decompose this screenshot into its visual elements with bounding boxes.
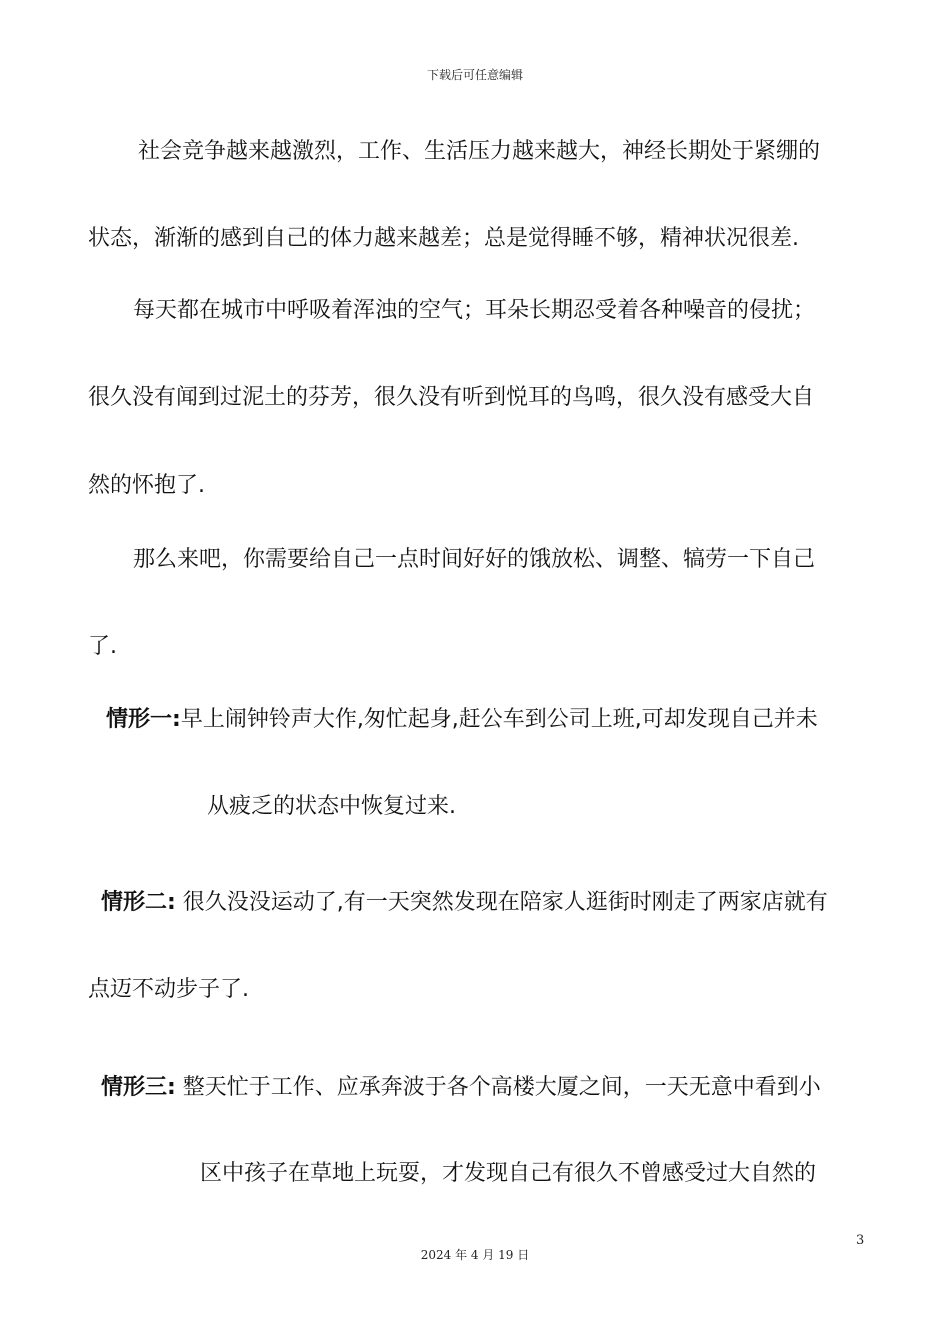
case-one-line (106, 705, 863, 735)
footer-date: 2024 年 4 月 19 日 (420, 1248, 530, 1262)
paragraph-line: 很久没有闻到过泥土的芬芳，很久没有听到悦耳的鸟鸣，很久没有感受大自 (88, 385, 815, 410)
paragraph-line: 每天都在城市中呼吸着浑浊的空气；耳朵长期忍受着各种噪音的侵扰； (133, 298, 816, 323)
case-one-text: 早上闹钟铃声大作,匆忙起身,赶公车到公司上班,可却发现自己并未 (180, 707, 818, 732)
case-two-label: 情形二: (101, 890, 176, 915)
case-one-label: 情形一: (106, 707, 181, 732)
case-three-label: 情形三: (101, 1075, 176, 1100)
case-two-continuation: 点迈不动步子了. (88, 977, 249, 1002)
page-header: 下载后可任意编辑 (426, 68, 523, 82)
case-two-line (101, 888, 863, 918)
case-two-text: 很久没没运动了,有一天突然发现在陪家人逛街时刚走了两家店就有 (175, 890, 828, 915)
page-number: 3 (856, 1233, 865, 1248)
paragraph-line: 那么来吧，你需要给自己一点时间好好的饿放松、调整、犒劳一下自己 (133, 547, 816, 572)
paragraph-line: 状态，渐渐的感到自己的体力越来越差；总是觉得睡不够，精神状况很差. (88, 226, 799, 251)
paragraph-line: 社会竞争越来越激烈，工作、生活压力越来越大，神经长期处于紧绷的 (138, 139, 821, 164)
case-three-text: 整天忙于工作、应承奔波于各个高楼大厦之间，一天无意中看到小 (175, 1075, 821, 1100)
paragraph-line: 然的怀抱了. (88, 473, 205, 498)
case-three-line (101, 1073, 863, 1103)
paragraph-line: 了. (88, 634, 117, 659)
case-three-continuation: 区中孩子在草地上玩耍，才发现自己有很久不曾感受过大自然的 (200, 1161, 817, 1186)
case-one-continuation: 从疲乏的状态中恢复过来. (207, 794, 456, 819)
